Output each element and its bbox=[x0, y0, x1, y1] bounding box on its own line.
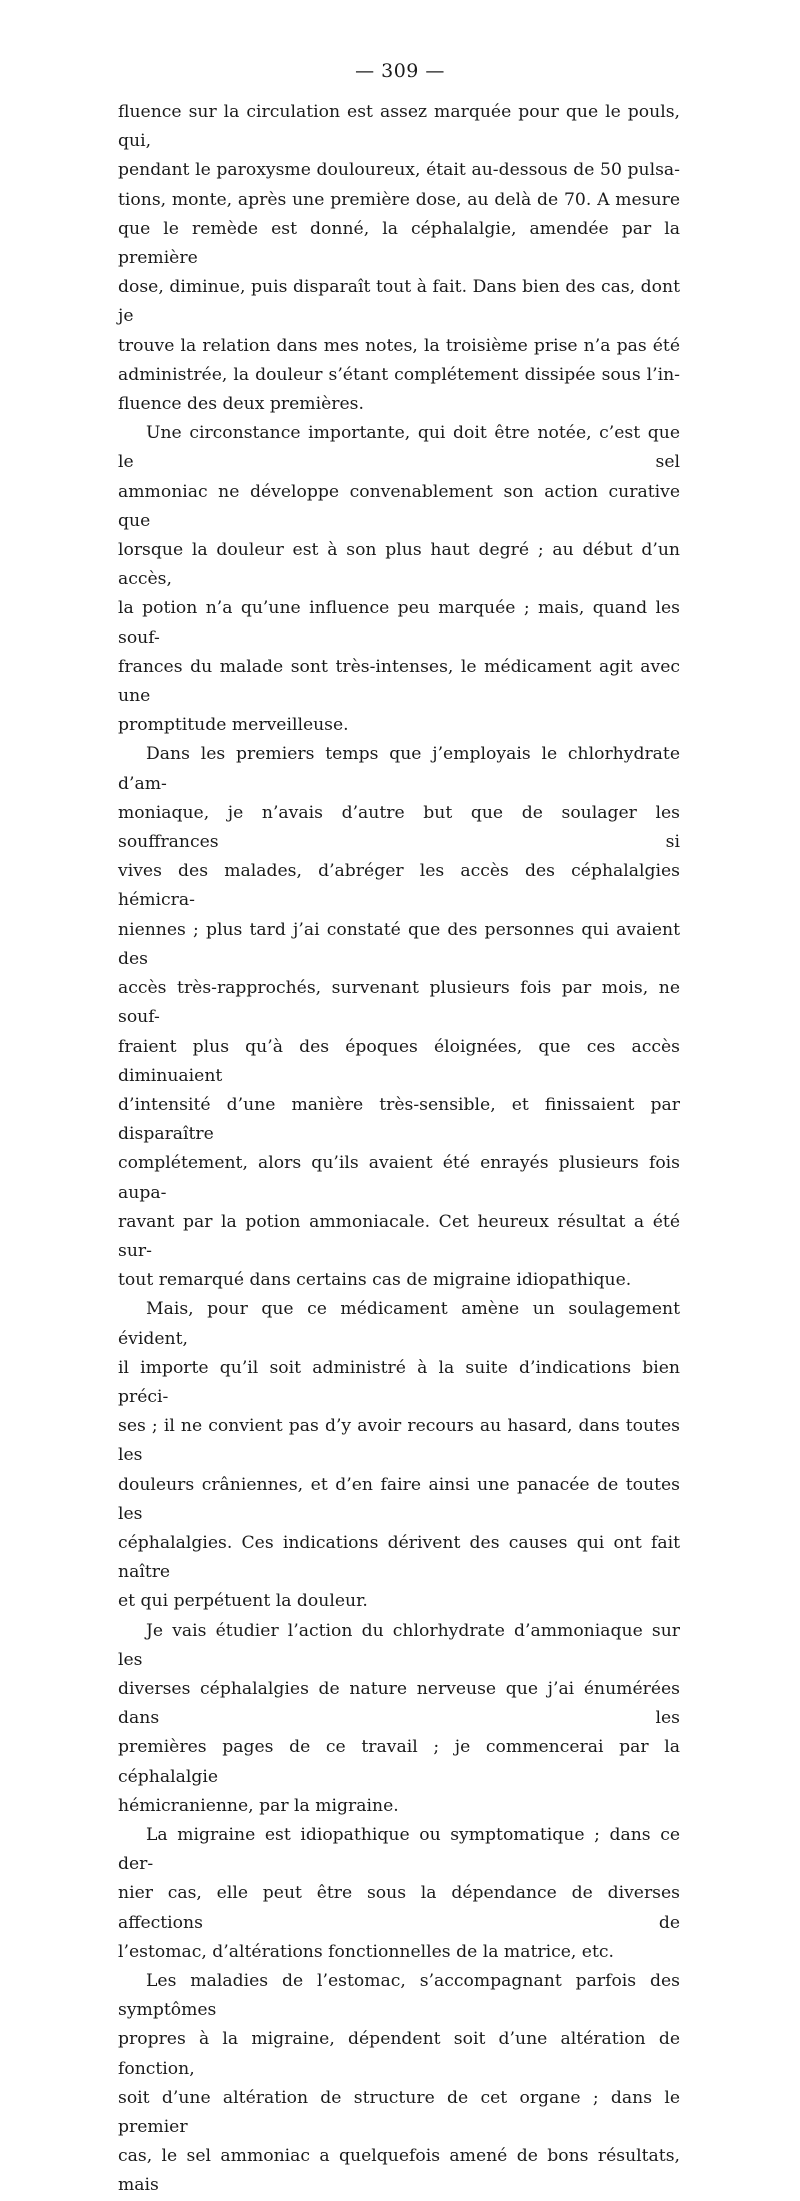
text-line: lorsque la douleur est à son plus haut degré ; au début d’un accès, bbox=[118, 540, 680, 590]
text-line: Mais, pour que ce médicament amène un soulagement évident, bbox=[118, 1299, 680, 1349]
text-line: l’estomac, d’altérations fonctionnelles de la matrice, etc. bbox=[118, 1941, 614, 1962]
text-line: cas, le sel ammoniac a quelquefois amené de bons résultats, mais bbox=[118, 2146, 680, 2196]
text-line: trouve la relation dans mes notes, la troisième prise n’a pas été bbox=[118, 335, 680, 356]
text-line: Je vais étudier l’action du chlorhydrate d’ammoniaque sur les bbox=[118, 1620, 680, 1670]
text-line: douleurs crâniennes, et d’en faire ainsi une panacée de toutes les bbox=[118, 1474, 680, 1524]
body-text bbox=[118, 98, 680, 2201]
text-line: fraient plus qu’à des époques éloignées, que ces accès diminuaient bbox=[118, 1036, 680, 1086]
text-line: Les maladies de l’estomac, s’accompagnant parfois des symptômes bbox=[118, 1971, 680, 2021]
text-line: d’intensité d’une manière très-sensible, et finissaient par disparaître bbox=[118, 1094, 680, 1145]
text-line: que le remède est donné, la céphalalgie, amendée par la première bbox=[118, 218, 680, 269]
text-line: La migraine est idiopathique ou symptomatique ; dans ce der- bbox=[118, 1824, 680, 1875]
text-line: complétement, alors qu’ils avaient été enrayés plusieurs fois aupa- bbox=[118, 1153, 680, 1203]
text-line: soit d’une altération de structure de cet organe ; dans le premier bbox=[118, 2087, 680, 2138]
text-line: niennes ; plus tard j’ai constaté que des personnes qui avaient des bbox=[118, 919, 680, 969]
text-line: administrée, la douleur s’étant complétement dissipée sous l’in- bbox=[118, 364, 680, 385]
text-line: accès très-rapprochés, survenant plusieurs fois par mois, ne souf- bbox=[118, 978, 680, 1028]
text-line: et qui perpétuent la douleur. bbox=[118, 1591, 368, 1612]
text-line: propres à la migraine, dépendent soit d’une altération de fonction, bbox=[118, 2029, 680, 2079]
text-line: Dans les premiers temps que j’employais le chlorhydrate d’am- bbox=[118, 744, 680, 794]
text-line: ses ; il ne convient pas d’y avoir recours au hasard, dans toutes les bbox=[118, 1416, 680, 1466]
text-line: ravant par la potion ammoniacale. Cet heureux résultat a été sur- bbox=[118, 1211, 680, 1261]
text-line: pendant le paroxysme douloureux, était au-dessous de 50 pulsa- bbox=[118, 160, 680, 181]
text-line: frances du malade sont très-intenses, le médicament agit avec une bbox=[118, 656, 680, 707]
text-line: la potion n’a qu’une influence peu marquée ; mais, quand les souf- bbox=[118, 598, 680, 648]
text-line: dose, diminue, puis disparaît tout à fait. Dans bien des cas, dont je bbox=[118, 277, 680, 327]
text-line: il importe qu’il soit administré à la suite d’indications bien préci- bbox=[118, 1357, 680, 1407]
text-line: céphalalgies. Ces indications dérivent des causes qui ont fait naître bbox=[118, 1532, 680, 1583]
text-line: fluence sur la circulation est assez marquée pour que le pouls, qui, bbox=[118, 102, 680, 152]
text-line: tions, monte, après une première dose, au delà de 70. A mesure bbox=[118, 189, 680, 210]
text-line: nier cas, elle peut être sous la dépendance de diverses affections de bbox=[118, 1883, 680, 1933]
text-line: vives des malades, d’abréger les accès des céphalalgies hémicra- bbox=[118, 861, 680, 911]
text-line: hémicranienne, par la migraine. bbox=[118, 1795, 399, 1816]
text-line: Une circonstance importante, qui doit être notée, c’est que le sel bbox=[118, 423, 680, 473]
text-line: tout remarqué dans certains cas de migraine idiopathique. bbox=[118, 1270, 632, 1291]
text-line: ammoniac ne développe convenablement son action curative que bbox=[118, 481, 680, 531]
text-line: premières pages de ce travail ; je commencerai par la céphalalgie bbox=[118, 1737, 680, 1787]
page-number: — 309 — bbox=[355, 60, 445, 82]
text-line: fluence des deux premières. bbox=[118, 394, 364, 415]
text-line: moniaque, je n’avais d’autre but que de soulager les souffrances si bbox=[118, 802, 680, 853]
text-line: promptitude merveilleuse. bbox=[118, 715, 349, 736]
text-line: diverses céphalalgies de nature nerveuse que j’ai énumérées dans les bbox=[118, 1678, 680, 1729]
